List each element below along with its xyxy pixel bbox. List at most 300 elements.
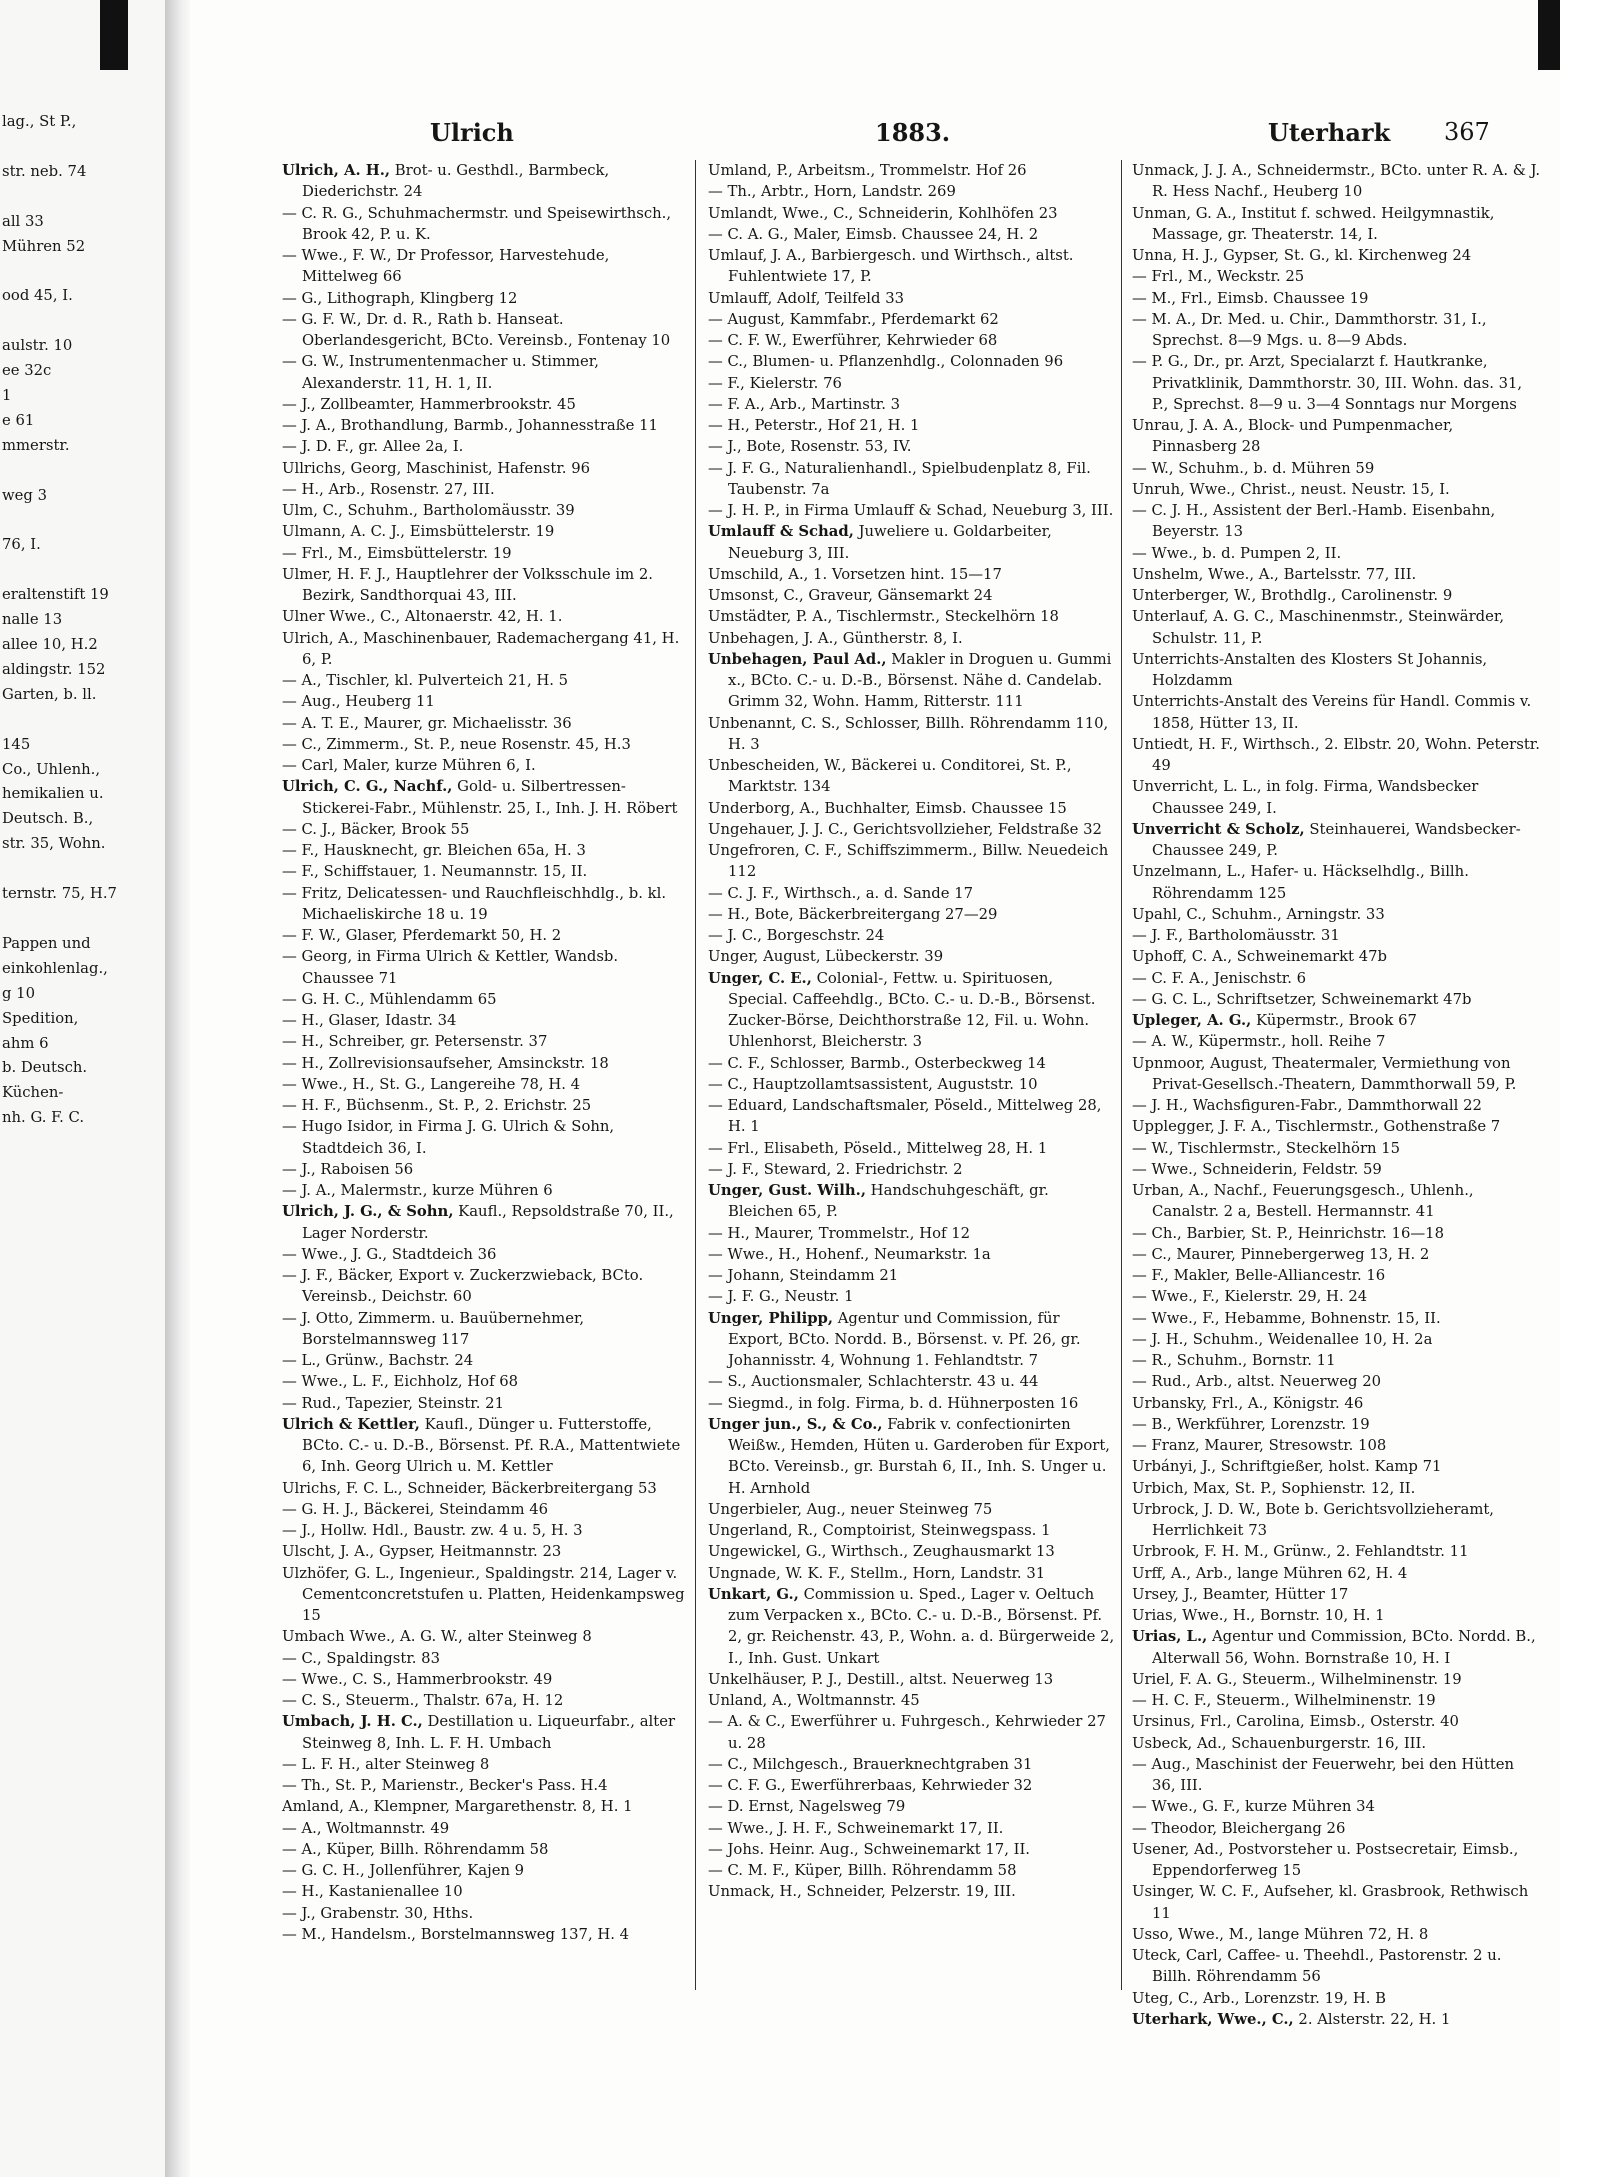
directory-entry [282, 1159, 690, 1180]
directory-entry [1132, 1584, 1542, 1605]
directory-entry [708, 649, 1116, 713]
entry-text: Urbrock, J. D. W., Bote b. Gerichtsvollzieheramt, Herrlichkeit 73 [1132, 1500, 1495, 1539]
entry-text: Ulm, C., Schuhm., Bartholomäusstr. 39 [282, 502, 575, 519]
entry-text: Unna, H. J., Gypser, St. G., kl. Kirchenweg 24 [1132, 247, 1472, 264]
entry-text: — Fritz, Delicatessen- und Rauchfleischhdlg., b. kl. Michaeliskirche 18 u. 19 [282, 884, 667, 923]
entry-text: Urff, A., Arb., lange Mühren 62, H. 4 [1132, 1564, 1408, 1582]
previous-page-line: mmerstr. [2, 436, 70, 454]
entry-text: — Theodor, Bleichergang 26 [1132, 1819, 1346, 1837]
directory-entry [282, 606, 690, 627]
directory-entry [708, 436, 1116, 457]
directory-entry [282, 1010, 690, 1031]
entry-text: Uteg, C., Arb., Lorenzstr. 19, H. B [1132, 1989, 1387, 2007]
previous-page-line [0, 558, 117, 583]
previous-page-line: Deutsch. B., [2, 810, 94, 828]
previous-page-line: ternstr. 75, H.7 [2, 885, 117, 903]
entry-text: Unterrichts-Anstalt des Vereins für Handl. Commis v. 1858, Hütter 13, II. [1132, 693, 1532, 732]
entry-text: — Aug., Maschinist der Feuerwehr, bei den Hütten 36, III. [1132, 1755, 1515, 1794]
entry-name-bold: Unverricht & Scholz, [1132, 820, 1305, 838]
entry-text: — C. M. F., Küper, Billh. Röhrendamm 58 [708, 1862, 1017, 1879]
previous-page-line: Mühren 52 [2, 237, 86, 255]
entry-text: Fabrik v. confectionirten Weißw., Hemden, Hüten u. Garderoben für Export, BCto. Vereinsb., gr. Burstah 6, II., Inh. S. Unger u. H. Arnhold [728, 1415, 1110, 1497]
entry-text: — Frl., Elisabeth, Pöseld., Mittelweg 28, H. 1 [708, 1139, 1048, 1157]
entry-text: Umstädter, P. A., Tischlermstr., Steckelhörn 18 [708, 608, 1059, 626]
directory-entry [1132, 479, 1542, 500]
directory-entry [1132, 1265, 1542, 1286]
directory-entry [708, 713, 1116, 756]
directory-entry [1132, 1414, 1542, 1435]
directory-entry [282, 479, 690, 500]
entry-text: Urbányi, J., Schriftgießer, holst. Kamp 71 [1132, 1458, 1442, 1476]
entry-text: — Georg, in Firma Ulrich & Kettler, Wandsb. Chaussee 71 [282, 948, 619, 987]
entry-text: Agentur und Commission, für Export, BCto. Nordd. B., Börsenst. v. Pf. 26, gr. Johannisstr. 4, Wohnung 1. Fehlandtstr. 7 [728, 1309, 1081, 1369]
entry-text: — P. G., Dr., pr. Arzt, Specialarzt f. Hautkranke, Privatklinik, Dammthorstr. 30, III. Wohn. das. 31, P., Sprechst. 8—9 u. 3—4 Sonntags nur Morgens [1132, 353, 1523, 413]
directory-entry [1132, 245, 1542, 266]
directory-entry [708, 1074, 1116, 1095]
directory-entry [1132, 203, 1542, 246]
directory-entry [282, 1796, 690, 1817]
directory-entry [1132, 458, 1542, 479]
directory-entry [708, 904, 1116, 925]
directory-entry [282, 1839, 690, 1860]
entry-text: Usso, Wwe., M., lange Mühren 72, H. 8 [1132, 1925, 1429, 1943]
directory-entry [708, 1371, 1116, 1392]
directory-entry [708, 500, 1116, 521]
directory-entry [282, 436, 690, 457]
entry-text: — Siegmd., in folg. Firma, b. d. Hühnerposten 16 [708, 1394, 1079, 1412]
entry-text: — J. F., Bäcker, Export v. Zuckerzwieback, BCto. Vereinsb., Deichstr. 60 [282, 1267, 644, 1306]
directory-entry [282, 500, 690, 521]
entry-text: — C. J., Bäcker, Brook 55 [282, 820, 470, 838]
previous-page-line: Co., Uhlenh., [2, 760, 101, 778]
directory-entry [1132, 1095, 1542, 1116]
directory-entry [708, 330, 1116, 351]
directory-entry [282, 1053, 690, 1074]
entry-text: — J. C., Borgeschstr. 24 [708, 927, 885, 944]
directory-entry [708, 1159, 1116, 1180]
directory-entry [708, 1541, 1116, 1562]
directory-entry [282, 861, 690, 882]
entry-text: — F. W., Glaser, Pferdemarkt 50, H. 2 [282, 927, 562, 944]
directory-entry [708, 1669, 1116, 1690]
entry-text: — F., Kielerstr. 76 [708, 374, 842, 392]
directory-entry [708, 564, 1116, 585]
entry-text: — Wwe., J. H. F., Schweinemarkt 17, II. [708, 1819, 1004, 1837]
directory-entry [282, 1860, 690, 1881]
directory-entry [1132, 309, 1542, 352]
entry-text: — J. F. G., Naturalienhandl., Spielbudenplatz 8, Fil. Taubenstr. 7a [708, 459, 1091, 498]
previous-page-edge [0, 0, 165, 2177]
entry-text: — Johs. Heinr. Aug., Schweinemarkt 17, II. [708, 1840, 1031, 1858]
entry-text: — M. A., Dr. Med. u. Chir., Dammthorstr. 31, I., Sprechst. 8—9 Mgs. u. 8—9 Abds. [1132, 310, 1487, 349]
entry-text: — Wwe., L. F., Eichholz, Hof 68 [282, 1373, 519, 1391]
entry-text: — G. C. L., Schriftsetzer, Schweinemarkt 47b [1132, 990, 1472, 1008]
entry-text: — J., Hollw. Hdl., Baustr. zw. 4 u. 5, H. 3 [282, 1522, 583, 1539]
entry-name-bold: Unger jun., S., & Co., [708, 1415, 883, 1433]
entry-text: — J. A., Brothandlung, Barmb., Johannesstraße 11 [282, 417, 658, 434]
directory-entry [1132, 904, 1542, 925]
scan-black-margin-right [1538, 0, 1560, 70]
entry-name-bold: Umbach, J. H. C., [282, 1713, 423, 1731]
previous-page-line: aldingstr. 152 [2, 660, 106, 678]
entry-text: Uriel, F. A. G., Steuerm., Wilhelminenstr. 19 [1132, 1670, 1462, 1688]
previous-page-line: str. 35, Wohn. [2, 835, 106, 853]
entry-text: — C. R. G., Schuhmachermstr. und Speisewirthsch., Brook 42, P. u. K. [282, 204, 672, 243]
entry-text: — Wwe., C. S., Hammerbrookstr. 49 [282, 1670, 553, 1688]
directory-entry [708, 1711, 1116, 1754]
entry-text: — G. H. C., Mühlendamm 65 [282, 990, 497, 1008]
directory-entry [1132, 776, 1542, 819]
entry-text: Unbehagen, J. A., Güntherstr. 8, I. [708, 629, 963, 647]
directory-entry [282, 1626, 690, 1647]
running-head-right: Uterhark [1268, 118, 1391, 147]
entry-text: — H., Peterstr., Hof 21, H. 1 [708, 417, 920, 434]
directory-entry [1132, 1371, 1542, 1392]
directory-entry [282, 1520, 690, 1541]
entry-name-bold: Unger, C. E., [708, 969, 812, 987]
directory-entry [1132, 1223, 1542, 1244]
directory-entry [282, 840, 690, 861]
directory-entry [708, 1308, 1116, 1372]
directory-entry [708, 1180, 1116, 1223]
directory-entry [282, 819, 690, 840]
directory-entry [708, 160, 1116, 181]
directory-entry [1132, 585, 1542, 606]
entry-text: — C., Zimmerm., St. P., neue Rosenstr. 45, H.3 [282, 735, 631, 753]
entry-text: — W., Tischlermstr., Steckelhörn 15 [1132, 1139, 1401, 1157]
directory-entry [708, 458, 1116, 501]
entry-text: — J. D. F., gr. Allee 2a, I. [282, 438, 464, 456]
entry-text: — Carl, Maler, kurze Mühren 6, I. [282, 757, 536, 774]
entry-name-bold: Unger, Philipp, [708, 1309, 834, 1327]
entry-text: Ulrichs, F. C. L., Schneider, Bäckerbreitergang 53 [282, 1479, 657, 1497]
entry-text: — A., Woltmannstr. 49 [282, 1819, 450, 1837]
entry-text: — Wwe., J. G., Stadtdeich 36 [282, 1245, 497, 1263]
entry-text: — J. F., Steward, 2. Friedrichstr. 2 [708, 1160, 963, 1178]
entry-text: — C. J. F., Wirthsch., a. d. Sande 17 [708, 884, 974, 902]
previous-page-line [0, 309, 117, 334]
directory-entry [282, 1754, 690, 1775]
entry-text: — G. C. H., Jollenführer, Kajen 9 [282, 1862, 525, 1879]
directory-entry [708, 1860, 1116, 1881]
entry-text: Steinhauerei, Wandsbecker-Chaussee 249, P. [1152, 820, 1521, 859]
directory-entry [708, 394, 1116, 415]
directory-entry [282, 1711, 690, 1754]
running-head-left: Ulrich [430, 118, 514, 147]
entry-text: Usener, Ad., Postvorsteher u. Postsecretair, Eimsb., Eppendorferweg 15 [1132, 1840, 1519, 1879]
directory-entry [708, 1881, 1116, 1902]
previous-page-line: all 33 [2, 212, 44, 230]
entry-text: Unterrichts-Anstalten des Klosters St Johannis, Holzdamm [1132, 650, 1488, 689]
entry-text: — J. Otto, Zimmerm. u. Bauübernehmer, Borstelmannsweg 117 [282, 1309, 585, 1348]
directory-entry [708, 1690, 1116, 1711]
directory-entry [1132, 1563, 1542, 1584]
directory-entry [708, 288, 1116, 309]
entry-text: — Wwe., Schneiderin, Feldstr. 59 [1132, 1160, 1382, 1178]
directory-entry [1132, 1796, 1542, 1817]
entry-text: — H., Arb., Rosenstr. 27, III. [282, 480, 495, 498]
directory-column-3 [1132, 160, 1542, 2030]
entry-text: Küpermstr., Brook 67 [1251, 1012, 1417, 1029]
directory-entry [282, 203, 690, 246]
entry-text: — W., Schuhm., b. d. Mühren 59 [1132, 459, 1375, 477]
previous-page-line: 1 [2, 386, 12, 404]
directory-entry [708, 628, 1116, 649]
entry-text: — M., Frl., Eimsb. Chaussee 19 [1132, 289, 1369, 307]
scan-black-margin [100, 0, 128, 70]
directory-entry [282, 351, 690, 394]
entry-name-bold: Unkart, G., [708, 1585, 799, 1603]
entry-text: — F., Makler, Belle-Alliancestr. 16 [1132, 1267, 1386, 1284]
entry-text: — H., Schreiber, gr. Petersenstr. 37 [282, 1033, 548, 1051]
directory-entry [708, 245, 1116, 288]
directory-entry [1132, 351, 1542, 415]
entry-text: Usbeck, Ad., Schauenburgerstr. 16, III. [1132, 1734, 1427, 1752]
entry-text: — Aug., Heuberg 11 [282, 693, 435, 711]
entry-text: — R., Schuhm., Bornstr. 11 [1132, 1352, 1336, 1369]
entry-text: Handschuhgeschäft, gr. Bleichen 65, P. [728, 1182, 1049, 1221]
entry-text: Brot- u. Gesthdl., Barmbeck, Diederichstr. 24 [302, 162, 610, 201]
entry-text: — L. F. H., alter Steinweg 8 [282, 1755, 490, 1773]
previous-page-line: 76, I. [2, 536, 41, 554]
entry-text: Upplegger, J. F. A., Tischlermstr., Gothenstraße 7 [1132, 1118, 1501, 1136]
column-rule [695, 160, 696, 1990]
directory-entry [1132, 989, 1542, 1010]
entry-text: — Ch., Barbier, St. P., Heinrichstr. 16—18 [1132, 1224, 1444, 1242]
directory-entry [1132, 266, 1542, 287]
directory-entry [708, 1796, 1116, 1817]
entry-text: — J., Raboisen 56 [282, 1160, 414, 1178]
previous-page-line: Pappen und [2, 934, 91, 952]
directory-entry [1132, 1138, 1542, 1159]
previous-page-line: b. Deutsch. [2, 1059, 88, 1077]
entry-text: Urbich, Max, St. P., Sophienstr. 12, II. [1132, 1479, 1416, 1497]
directory-entry [282, 1074, 690, 1095]
entry-text: Untiedt, H. F., Wirthsch., 2. Elbstr. 20, Wohn. Peterstr. 49 [1132, 735, 1540, 774]
directory-entry [708, 181, 1116, 202]
entry-text: Makler in Droguen u. Gummi x., BCto. C.- u. D.-B., Börsenst. Nähe d. Candelab. Grimm 32, Wohn. Hamm, Ritterstr. 111 [728, 650, 1112, 711]
entry-text: Upnmoor, August, Theatermaler, Vermiethung von Privat-Gesellsch.-Theatern, Dammthorwall 59, P. [1132, 1054, 1517, 1093]
directory-entry [1132, 1435, 1542, 1456]
directory-entry [1132, 819, 1542, 862]
entry-text: Umlauf, J. A., Barbiergesch. und Wirthsch., altst. Fuhlentwiete 17, P. [708, 247, 1074, 286]
entry-text: — J. A., Malermstr., kurze Mühren 6 [282, 1182, 553, 1199]
directory-column-2 [708, 160, 1116, 1903]
directory-entry [1132, 1116, 1542, 1137]
directory-entry [1132, 1180, 1542, 1223]
entry-text: Ulmer, H. F. J., Hauptlehrer der Volksschule im 2. Bezirk, Sandthorquai 43, III. [282, 565, 653, 604]
directory-entry [708, 819, 1116, 840]
entry-text: — A., Tischler, kl. Pulverteich 21, H. 5 [282, 672, 569, 689]
directory-entry [708, 1584, 1116, 1669]
entry-text: Urban, A., Nachf., Feuerungsgesch., Uhlenh., Canalstr. 2 a, Bestell. Hermannstr. 41 [1132, 1182, 1474, 1221]
entry-text: Unman, G. A., Institut f. schwed. Heilgymnastik, Massage, gr. Theaterstr. 14, I. [1132, 204, 1495, 243]
directory-entry [282, 989, 690, 1010]
entry-text: — B., Werkführer, Lorenzstr. 19 [1132, 1415, 1370, 1433]
entry-text: — S., Auctionsmaler, Schlachterstr. 43 u. 44 [708, 1373, 1039, 1391]
directory-entry [282, 1095, 690, 1116]
entry-text: Agentur und Commission, BCto. Nordd. B., Alterwall 56, Wohn. Bornstraße 10, H. I [1152, 1628, 1536, 1667]
entry-text: Unterberger, W., Brothdlg., Carolinenstr. 9 [1132, 587, 1453, 604]
entry-text: — J. H., Wachsfiguren-Fabr., Dammthorwall 22 [1132, 1097, 1482, 1114]
previous-page-line: Spedition, [2, 1009, 79, 1027]
entry-text: Unger, August, Lübeckerstr. 39 [708, 948, 944, 966]
entry-text: — F., Schiffstauer, 1. Neumannstr. 15, II. [282, 863, 588, 881]
directory-entry [282, 1371, 690, 1392]
directory-entry [282, 543, 690, 564]
previous-page-line: e 61 [2, 411, 35, 429]
entry-name-bold: Ulrich, A. H., [282, 162, 391, 179]
entry-text: — J., Zollbeamter, Hammerbrookstr. 45 [282, 395, 576, 413]
directory-entry [1132, 1818, 1542, 1839]
column-rule [1121, 160, 1122, 1990]
directory-entry [708, 415, 1116, 436]
entry-text: — H., Bote, Bäckerbreitergang 27—29 [708, 905, 998, 923]
directory-entry [1132, 1988, 1542, 2009]
entry-text: Commission u. Sped., Lager v. Oeltuch zum Verpacken x., BCto. C.- u. D.-B., Börsenst. Pf. 2, gr. Reichenstr. 43, P., Wohn. a. d. Bürgerweide 2, I., Inh. Gust. Unkart [728, 1585, 1115, 1667]
previous-page-line: lag., St P., [2, 113, 77, 130]
previous-page-line [0, 708, 117, 733]
directory-entry [282, 1478, 690, 1499]
entry-text: Unterlauf, A. G. C., Maschinenmstr., Steinwärder, Schulstr. 11, P. [1132, 608, 1505, 647]
directory-entry [1132, 1499, 1542, 1542]
entry-text: — G. F. W., Dr. d. R., Rath b. Hanseat. Oberlandesgericht, BCto. Vereinsb., Fontenay 10 [282, 310, 671, 349]
directory-entry [1132, 925, 1542, 946]
previous-page-line [0, 185, 117, 210]
directory-entry [282, 1031, 690, 1052]
directory-entry [1132, 734, 1542, 777]
directory-entry [708, 224, 1116, 245]
directory-entry [708, 968, 1116, 1053]
entry-text: Ungerland, R., Comptoirist, Steinwegspass. 1 [708, 1522, 1051, 1539]
entry-text: Umsonst, C., Graveur, Gänsemarkt 24 [708, 587, 993, 604]
directory-entry [708, 1244, 1116, 1265]
entry-text: Unrau, J. A. A., Block- und Pumpenmacher, Pinnasberg 28 [1132, 417, 1454, 456]
directory-entry [1132, 543, 1542, 564]
previous-page-line: str. neb. 74 [2, 162, 87, 180]
entry-text: Uteck, Carl, Caffee- u. Theehdl., Pastorenstr. 2 u. Billh. Röhrendamm 56 [1132, 1947, 1502, 1986]
entry-text: Ullrichs, Georg, Maschinist, Hafenstr. 96 [282, 459, 591, 477]
directory-entry [282, 713, 690, 734]
directory-entry [282, 1881, 690, 1902]
entry-text: Ulrich, A., Maschinenbauer, Rademachergang 41, H. 6, P. [282, 629, 680, 668]
directory-entry [708, 840, 1116, 883]
previous-page-line [0, 907, 117, 932]
directory-entry [1132, 1541, 1542, 1562]
entry-text: — F., Hausknecht, gr. Bleichen 65a, H. 3 [282, 842, 586, 859]
previous-page-line: nh. G. F. C. [2, 1109, 85, 1127]
directory-entry [282, 1265, 690, 1308]
entry-name-bold: Unbehagen, Paul Ad., [708, 650, 887, 668]
directory-entry [708, 755, 1116, 798]
entry-text: Umlauff, Adolf, Teilfeld 33 [708, 289, 905, 307]
directory-entry [1132, 1244, 1542, 1265]
entry-text: Ursinus, Frl., Carolina, Eimsb., Osterstr. 40 [1132, 1713, 1459, 1731]
entry-text: — J., Bote, Rosenstr. 53, IV. [708, 438, 912, 456]
entry-text: — H., Maurer, Trommelstr., Hof 12 [708, 1224, 971, 1242]
entry-text: — Wwe., H., Hohenf., Neumarkstr. 1a [708, 1245, 991, 1263]
directory-entry [282, 394, 690, 415]
entry-text: Kaufl., Dünger u. Futterstoffe, BCto. C.- u. D.-B., Börsenst. Pf. R.A., Mattentwiete 6, Inh. Georg Ulrich u. M. Kettler [302, 1415, 681, 1476]
directory-entry [282, 245, 690, 288]
entry-text: — Hugo Isidor, in Firma J. G. Ulrich & Sohn, Stadtdeich 36, I. [282, 1118, 615, 1157]
entry-text: — G., Lithograph, Klingberg 12 [282, 289, 518, 307]
entry-text: Colonial-, Fettw. u. Spirituosen, Special. Caffeehdlg., BCto. C.- u. D.-B., Börsenst. Zucker-Börse, Deichthorstraße 12, Fil. u. Wohn. Uhlenhorst, Bleicherstr. 3 [728, 969, 1096, 1051]
entry-text: Ungnade, W. K. F., Stellm., Horn, Landstr. 31 [708, 1564, 1046, 1582]
entry-text: Unbenannt, C. S., Schlosser, Billh. Röhrendamm 110, H. 3 [708, 714, 1109, 753]
entry-text: Ulmann, A. C. J., Eimsbüttelerstr. 19 [282, 523, 555, 541]
directory-entry [1132, 1690, 1542, 1711]
entry-text: — Eduard, Landschaftsmaler, Pöseld., Mittelweg 28, H. 1 [708, 1097, 1102, 1136]
entry-text: — F. A., Arb., Martinstr. 3 [708, 395, 901, 413]
directory-entry [708, 1839, 1116, 1860]
entry-text: Destillation u. Liqueurfabr., alter Steinweg 8, Inh. L. F. H. Umbach [302, 1713, 676, 1752]
previous-page-line: aulstr. 10 [2, 337, 73, 355]
directory-entry [282, 1116, 690, 1159]
entry-text: — H. F., Büchsenm., St. P., 2. Erichstr. 25 [282, 1097, 592, 1114]
directory-entry [708, 1414, 1116, 1499]
entry-text: Unzelmann, L., Hafer- u. Häckselhdlg., Billh. Röhrendamm 125 [1132, 863, 1469, 902]
directory-entry [708, 946, 1116, 967]
directory-entry [708, 1775, 1116, 1796]
directory-entry [1132, 1010, 1542, 1031]
previous-page-line [0, 509, 117, 534]
previous-page-line [0, 135, 117, 160]
directory-entry [708, 373, 1116, 394]
directory-entry [282, 160, 690, 203]
directory-entry [282, 1818, 690, 1839]
directory-entry [282, 670, 690, 691]
directory-entry [708, 1818, 1116, 1839]
directory-entry [1132, 500, 1542, 543]
directory-entry [282, 1541, 690, 1562]
directory-entry [1132, 1605, 1542, 1626]
previous-page-line: weg 3 [2, 486, 48, 504]
entry-text: Unland, A., Woltmannstr. 45 [708, 1692, 920, 1709]
directory-entry [1132, 2009, 1542, 2030]
running-head-year: 1883. [875, 118, 951, 147]
entry-text: Ungewickel, G., Wirthsch., Zeughausmarkt 13 [708, 1543, 1055, 1561]
directory-entry [708, 1393, 1116, 1414]
entry-text: — Rud., Arb., altst. Neuerweg 20 [1132, 1373, 1382, 1391]
entry-text: — C., Spaldingstr. 83 [282, 1649, 440, 1667]
entry-text: — H., Glaser, Idastr. 34 [282, 1012, 457, 1029]
entry-text: — A. W., Küpermstr., holl. Reihe 7 [1132, 1033, 1386, 1051]
directory-entry [1132, 1159, 1542, 1180]
entry-text: — August, Kammfabr., Pferdemarkt 62 [708, 310, 999, 328]
directory-entry [1132, 1669, 1542, 1690]
entry-text: Urias, Wwe., H., Bornstr. 10, H. 1 [1132, 1607, 1385, 1624]
directory-entry [708, 309, 1116, 330]
directory-entry [282, 521, 690, 542]
directory-entry [708, 521, 1116, 564]
entry-text: — Wwe., G. F., kurze Mühren 34 [1132, 1798, 1375, 1816]
entry-text: — C., Maurer, Pinnebergerweg 13, H. 2 [1132, 1245, 1430, 1263]
directory-entry [1132, 606, 1542, 649]
directory-entry [1132, 649, 1542, 692]
previous-page-text [0, 110, 117, 1131]
directory-entry [282, 1690, 690, 1711]
directory-entry [1132, 1945, 1542, 1988]
previous-page-line: ahm 6 [2, 1034, 49, 1052]
directory-entry [282, 1924, 690, 1945]
entry-text: Amland, A., Klempner, Margarethenstr. 8, H. 1 [282, 1798, 633, 1816]
previous-page-line: einkohlenlag., [2, 959, 108, 977]
previous-page-line: ood 45, I. [2, 287, 73, 305]
entry-text: — C. S., Steuerm., Thalstr. 67a, H. 12 [282, 1692, 564, 1709]
directory-entry [282, 1648, 690, 1669]
entry-text: Ulner Wwe., C., Altonaerstr. 42, H. 1. [282, 608, 563, 626]
